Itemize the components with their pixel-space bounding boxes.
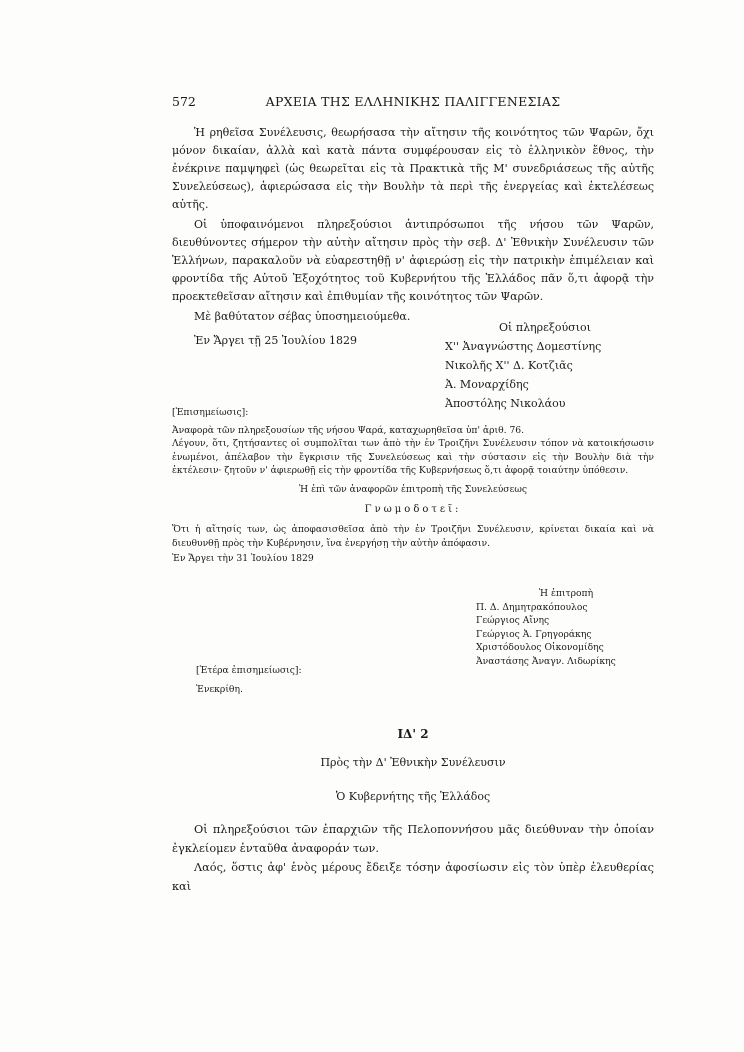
committee-member: Ἀναστάσης Ἀναγν. Λιδωρίκης <box>476 655 616 667</box>
annotation-block <box>172 406 654 565</box>
page-number: 572 <box>172 94 196 109</box>
signatory-name: Ἀ. Μοναρχίδης <box>445 378 529 391</box>
committee-member: Π. Δ. Δημητρακόπουλος <box>476 601 588 613</box>
committee-member: Γεώργιος Ἀ. Γρηγοράκης <box>476 628 592 640</box>
section-body <box>172 820 654 896</box>
signatories-block <box>445 318 645 413</box>
petition-paragraph-2: Οἱ ὑποφαινόμενοι πληρεξούσιοι ἀντιπρόσωποι τῆς νήσου τῶν Ψαρῶν, διευθύνοντες σήμερον τὴν αὐτὴν αἴτησιν πρὸς τὴν σεβ. Δ' Ἐθνικὴν Συνέλευσιν τῶν Ἑλλήνων, παρακαλοῦν νὰ εὐαρεστηθῇ ν' ἀφιερώσῃ εἰς τὴν πατρικὴν ἐπιμέλειαν καὶ φροντίδα τῆς Αὐτοῦ Ἐξοχότητος τοῦ Κυβερνήτου τῆς Ἑλλάδος πᾶν ὅ,τι ἀφορᾷ τὴν προεκτεθεῖσαν αἴτησιν καὶ ἐπιθυμίαν τῆς κοινότητος τῶν Ψαρῶν. <box>172 218 654 303</box>
approved-note: Ἐνεκρίθη. <box>196 683 243 695</box>
section-recipient: Πρὸς τὴν Δ' Ἐθνικὴν Συνέλευσιν <box>320 756 506 769</box>
running-title: ΑΡΧΕΙΑ ΤΗΣ ΕΛΛΗΝΙΚΗΣ ΠΑΛΙΓΓΕΝΕΣΙΑΣ <box>265 94 561 109</box>
committee-signatures <box>476 587 656 669</box>
signatory-name: Νικολῆς Χ'' Δ. Κοτζιᾶς <box>445 359 573 372</box>
petition-body <box>172 124 654 350</box>
gnomodotei-heading: Γνωμοδοτεῖ: <box>364 504 462 516</box>
petition-paragraph-1: Ἡ ρηθεῖσα Συνέλευσις, θεωρήσασα τὴν αἴτησιν τῆς κοινότητος τῶν Ψαρῶν, ὄχι μόνον δικαίαν, ἀλλὰ καὶ κατὰ πάντα συμφέρουσαν εἰς τὸ ἑλληνικὸν ἔθνος, τὴν ἐνέκρινε παμψηφεὶ (ὡς θεωρεῖται εἰς τὰ Πρακτικὰ τῆς Μ' συνεδριάσεως τῆς αὐτῆς Συνελεύσεως), ἀφιερώσασα εἰς τὴν Βουλὴν τὰ περὶ τῆς ἐνεργείας καὶ ἐκτελέσεως αὐτῆς. <box>172 126 654 211</box>
annotation-registry: Ἀναφορὰ τῶν πληρεξουσίων τῆς νήσου Ψαρά, καταχωρηθεῖσα ὑπ' ἀριθ. 76. <box>172 425 525 437</box>
page-header <box>172 94 654 114</box>
signatory-name: Ἀποστόλης Νικολάου <box>445 397 566 410</box>
committee-opinion: Ὅτι ἡ αἴτησίς των, ὡς ἀποφασισθεῖσα ἀπὸ τὴν ἐν Τροιζῆνι Συνέλευσιν, κρίνεται δικαία καὶ νὰ διευθυνθῇ πρὸς τὴν Κυβέρνησιν, ἵνα ἐνεργήσῃ τὴν αὐτὴν ἀπόφασιν. <box>172 524 654 549</box>
other-annotation-label: [Ἑτέρα ἐπισημείωσις]: <box>196 665 302 676</box>
committee-member: Χριστόδουλος Οἰκονομίδης <box>476 642 604 654</box>
section-sender: Ὁ Κυβερνήτης τῆς Ἑλλάδος <box>335 790 491 803</box>
committee-line: Ἡ ἐπὶ τῶν ἀναφορῶν ἐπιτροπὴ τῆς Συνελεύσεως <box>299 484 527 496</box>
petition-date: Ἐν Ἄργει τῇ 25 Ἰουλίου 1829 <box>194 334 357 347</box>
other-annotation <box>196 664 436 696</box>
annotation-label: [Ἐπισημείωσις]: <box>172 407 249 418</box>
signatory-name: Χ'' Ἀναγνώστης Δομεστίνης <box>445 340 602 353</box>
petition-closing: Μὲ βαθύτατον σέβας ὑποσημειούμεθα. <box>194 310 411 323</box>
signatories-heading: Οἱ πληρεξούσιοι <box>499 321 591 334</box>
annotation-summary: Λέγουν, ὅτι, ζητήσαντες οἱ συμπολῖται των ἀπὸ τὴν ἐν Τροιζῆνι Συνέλευσιν τόπον νὰ κατοικήσωσιν ἑνωμένοι, ἀπέλαβον τὴν ἔγκρισιν τῆς Συνελεύσεως καὶ τὴν σύστασιν εἰς τὴν Βουλὴν διὰ τὴν ἐκτέλεσιν· ζητοῦν ν' ἀφιερωθῇ εἰς τὴν φροντίδα τῆς Κυβερνήσεως ὅ,τι ἀφορᾷ τοιαύτην ὑπόθεσιν. <box>172 438 654 476</box>
section-paragraph-1: Οἱ πληρεξούσιοι τῶν ἐπαρχιῶν τῆς Πελοποννήσου μᾶς διεύθυναν τὴν ὁποίαν ἐγκλείομεν ἐνταῦθα ἀναφοράν των. <box>172 823 654 855</box>
committee-heading: Ἡ ἐπιτροπὴ <box>538 588 594 599</box>
section-number: ΙΔ' 2 <box>397 727 429 741</box>
committee-member: Γεώργιος Αἴνης <box>476 615 550 627</box>
section-paragraph-2: Λαός, ὅστις ἀφ' ἑνὸς μέρους ἔδειξε τόσην ἀφοσίωσιν εἰς τὸν ὑπὲρ ἐλευθερίας καὶ <box>172 861 654 893</box>
annotation-date: Ἐν Ἄργει τὴν 31 Ἰουλίου 1829 <box>172 552 314 564</box>
